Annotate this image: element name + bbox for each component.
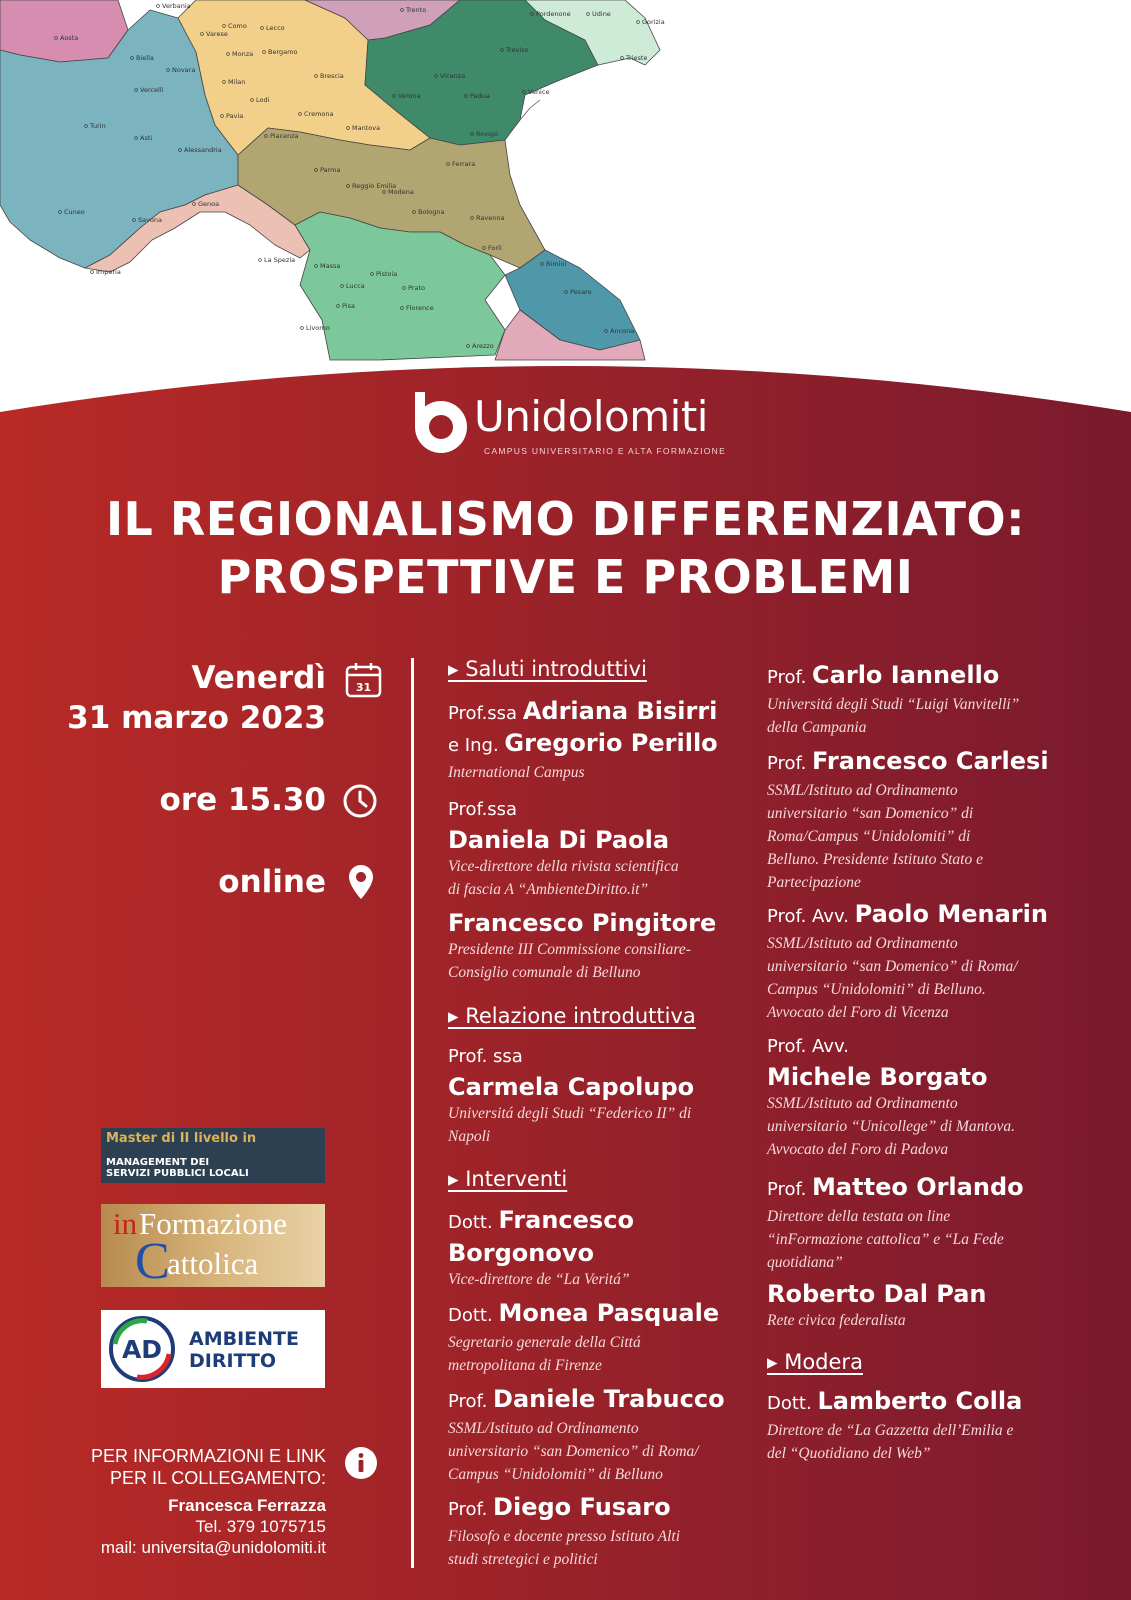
speaker-title: Prof. Avv. xyxy=(767,906,849,927)
section-modera: ▸ Modera xyxy=(767,1350,863,1374)
city-label: Gorizia xyxy=(642,18,665,26)
speaker-roberto-dal-pan xyxy=(767,1279,1067,1332)
city-label: Vercelli xyxy=(140,86,164,94)
speaker-name: Michele Borgato xyxy=(767,1063,988,1091)
city-label: Verbania xyxy=(162,2,191,10)
clock-icon xyxy=(342,783,378,819)
speaker-affiliation: Universitá degli Studi “Luigi Vanvitelli” della Campania xyxy=(767,696,1020,736)
city-label: Piacenza xyxy=(270,132,299,140)
speaker-name: Adriana Bisirri xyxy=(522,697,718,725)
speaker-francesco-pingitore xyxy=(448,908,748,984)
city-label: Genoa xyxy=(198,200,220,208)
speaker-name: Carlo Iannello xyxy=(812,661,1000,689)
speaker-name: Roberto Dal Pan xyxy=(767,1280,987,1308)
city-label: Ancona xyxy=(610,327,635,335)
speaker-name: Lamberto Colla xyxy=(817,1387,1023,1415)
speaker-francesco-carlesi xyxy=(767,746,1067,894)
city-label: Lucca xyxy=(346,282,365,290)
informazione-cattolica-logo xyxy=(101,1204,325,1287)
cattolica-word: attolica xyxy=(167,1246,259,1281)
speaker-name: Matteo Orlando xyxy=(812,1173,1024,1201)
city-label: Modena xyxy=(388,188,414,196)
speaker-name: Monea Pasquale xyxy=(498,1299,720,1327)
city-label: Pesaro xyxy=(570,288,592,296)
city-label: Imperia xyxy=(96,268,121,276)
city-label: Turin xyxy=(90,122,106,130)
speaker-affiliation: Filosofo e docente presso Istituto Alti studi stretegici e politici xyxy=(448,1528,681,1568)
logo-tagline: CAMPUS UNIVERSITARIO E ALTA FORMAZIONE xyxy=(484,446,727,456)
city-label: Savona xyxy=(138,216,163,224)
speaker-name: Francesco Pingitore xyxy=(448,909,717,937)
city-label: Novara xyxy=(172,66,196,74)
speaker-name: Daniele Trabucco xyxy=(493,1385,725,1413)
speaker-title: Prof. xyxy=(448,1391,488,1412)
speaker-title: Prof. xyxy=(767,753,807,774)
speaker-carmela-capolupo xyxy=(448,1042,748,1148)
event-date: 31 marzo 2023 xyxy=(67,700,326,736)
city-label: Varese xyxy=(206,30,228,38)
city-label: Parma xyxy=(320,166,341,174)
section-interventi: ▸ Interventi xyxy=(448,1167,568,1191)
speaker-surname: Borgonovo xyxy=(448,1239,594,1267)
ambiente-line-2: DIRITTO xyxy=(189,1350,277,1372)
section-relazione-introduttiva: ▸ Relazione introduttiva xyxy=(448,1004,696,1028)
city-label: Rovigo xyxy=(476,130,498,138)
unidolomiti-mark xyxy=(410,392,472,454)
speaker-title: Prof. xyxy=(767,1179,807,1200)
ambiente-line-1: AMBIENTE xyxy=(189,1328,299,1350)
speaker-name: Gregorio Perillo xyxy=(504,729,718,757)
calendar-icon xyxy=(345,661,383,699)
speaker-carlo-iannello xyxy=(767,660,1067,739)
city-label: Milan xyxy=(228,78,246,86)
title-line-1: IL REGIONALISMO DIFFERENZIATO: xyxy=(105,492,1026,546)
speaker-name: Diego Fusaro xyxy=(493,1493,671,1521)
speaker-title: Dott. xyxy=(448,1212,493,1233)
info-icon xyxy=(344,1446,378,1480)
speaker-title: Dott. xyxy=(767,1393,812,1414)
speaker-name: Carmela Capolupo xyxy=(448,1073,695,1101)
city-label: Vicenza xyxy=(440,72,466,80)
city-label: Reggio Emilia xyxy=(352,182,397,190)
speaker-title: Prof.ssa xyxy=(448,799,518,820)
speaker-name: Daniela Di Paola xyxy=(448,826,670,854)
city-label: Asti xyxy=(140,134,153,142)
contact-phone: Tel. 379 1075715 xyxy=(195,1517,326,1536)
contact-heading-2: PER IL COLLEGAMENTO: xyxy=(109,1468,326,1488)
speaker-name: Paolo Menarin xyxy=(854,900,1048,928)
speaker-affiliation: Vice-direttore della rivista scientifica di fascia A “AmbienteDiritto.it” xyxy=(448,858,679,898)
speaker-title: Prof. xyxy=(767,667,807,688)
speaker-francesco-borgonovo xyxy=(448,1205,748,1291)
speaker-affiliation: Presidente III Commissione consiliare- Consiglio comunale di Belluno xyxy=(448,941,691,981)
ambiente-diritto-emblem xyxy=(107,1314,177,1384)
event-title xyxy=(0,490,1131,606)
city-label: Brescia xyxy=(320,72,344,80)
city-label: Ravenna xyxy=(476,214,505,222)
speaker-affiliation: Universitá degli Studi “Federico II” di Napoli xyxy=(448,1105,692,1145)
city-label: Massa xyxy=(320,262,341,270)
master-sponsor-logo xyxy=(101,1128,325,1183)
speaker-name: Francesco xyxy=(498,1206,634,1234)
city-label: Pistoia xyxy=(376,270,398,278)
city-label: Cremona xyxy=(304,110,334,118)
city-label: Pavia xyxy=(226,112,244,120)
city-label: Prato xyxy=(408,284,425,292)
contact-heading-1: PER INFORMAZIONI E LINK xyxy=(90,1446,326,1466)
city-label: Alessandria xyxy=(184,146,222,154)
unidolomiti-logo xyxy=(410,392,730,462)
speaker-monea-pasquale xyxy=(448,1298,748,1377)
speaker-affiliation: Vice-direttore de “La Veritá” xyxy=(448,1271,630,1288)
location-pin-icon xyxy=(348,864,374,900)
contact-name: Francesca Ferrazza xyxy=(168,1496,326,1515)
city-label: La Spezia xyxy=(264,256,296,264)
city-label: Rimini xyxy=(546,260,567,268)
event-place: online xyxy=(218,864,326,900)
cattolica-big-c: C xyxy=(135,1233,170,1287)
city-label: Como xyxy=(228,22,247,30)
city-label: Treviso xyxy=(506,46,529,54)
city-label: Pisa xyxy=(342,302,355,310)
speaker-daniela-di-paola xyxy=(448,795,748,901)
speaker-matteo-orlando xyxy=(767,1172,1067,1274)
speaker-title: e Ing. xyxy=(448,735,499,756)
contact-email[interactable]: mail: universita@unidolomiti.it xyxy=(100,1538,326,1557)
informazione-word: Formazione xyxy=(139,1206,288,1241)
speaker-title: Prof. ssa xyxy=(448,1046,523,1067)
city-label: Pordenone xyxy=(536,10,571,18)
title-line-2: PROSPETTIVE E PROBLEMI xyxy=(217,550,914,604)
city-label: Ferrara xyxy=(452,160,476,168)
event-day: Venerdì xyxy=(191,660,326,696)
speaker-paolo-menarin xyxy=(767,899,1067,1024)
city-label: Forli xyxy=(488,244,502,252)
speaker-affiliation: SSML/Istituto ad Ordinamento universitario “san Domenico” di Roma/ Campus “Unidolomiti” di Belluno. Avvocato del Foro di Vicenza xyxy=(767,935,1018,1021)
city-label: Arezzo xyxy=(472,342,494,350)
speaker-affiliation: SSML/Istituto ad Ordinamento universitario “Unicollege” di Mantova. Avvocato del Foro di Padova xyxy=(767,1095,1015,1158)
section-saluti-introduttivi: ▸ Saluti introduttivi xyxy=(448,657,647,681)
event-time: ore 15.30 xyxy=(159,782,326,818)
logo-wordmark: Unidolomiti xyxy=(474,392,708,441)
city-label: Bergamo xyxy=(268,48,298,56)
city-label: Bologna xyxy=(418,208,445,216)
speaker-name: Francesco Carlesi xyxy=(812,747,1049,775)
city-label: Verona xyxy=(398,92,421,100)
city-label: Lecco xyxy=(266,24,285,32)
city-label: Udine xyxy=(592,10,611,18)
city-label: Mantova xyxy=(352,124,381,132)
city-label: Venice xyxy=(528,88,550,96)
city-label: Florence xyxy=(406,304,434,312)
ambiente-diritto-logo xyxy=(101,1310,325,1388)
speaker-michele-borgato xyxy=(767,1032,1067,1161)
informazione-in: in xyxy=(113,1206,138,1241)
speaker-affiliation: SSML/Istituto ad Ordinamento universitario “san Domenico” di Roma/Campus “Unidolomiti” di Belluno. Presidente Istituto Stato e Partecipazione xyxy=(767,782,983,891)
speaker-title: Prof.ssa xyxy=(448,703,518,724)
speaker-affiliation: Direttore della testata on line “inFormazione cattolica” e “La Fede quotidiana” xyxy=(767,1208,1004,1271)
master-line-3: SERVIZI PUBBLICI LOCALI xyxy=(106,1168,249,1179)
speaker-title: Prof. Avv. xyxy=(767,1036,849,1057)
speaker-lamberto-colla xyxy=(767,1386,1067,1465)
city-label: Livorno xyxy=(306,324,330,332)
speaker-diego-fusaro xyxy=(448,1492,748,1571)
city-label: Monza xyxy=(232,50,254,58)
ambiente-mark: AD xyxy=(121,1335,163,1364)
city-label: Trento xyxy=(406,6,427,14)
column-divider xyxy=(411,658,414,1568)
city-label: Aosta xyxy=(60,34,79,42)
speaker-daniele-trabucco xyxy=(448,1384,748,1486)
speaker-affiliation: Direttore de “La Gazzetta dell’Emilia e del “Quotidiano del Web” xyxy=(767,1422,1014,1462)
speaker-affiliation: SSML/Istituto ad Ordinamento universitario “san Domenico” di Roma/ Campus “Unidolomiti” di Belluno xyxy=(448,1420,699,1483)
speaker-title: Prof. xyxy=(448,1499,488,1520)
calendar-day-number: 31 xyxy=(355,681,372,694)
city-label: Biella xyxy=(136,54,154,62)
city-label: Trieste xyxy=(626,54,648,62)
city-label: Cuneo xyxy=(64,208,85,216)
speaker-adriana-bisirri xyxy=(448,696,748,729)
speaker-title: Dott. xyxy=(448,1305,493,1326)
speaker-gregorio-perillo xyxy=(448,728,748,784)
speaker-affiliation: International Campus xyxy=(448,764,585,781)
city-label: Padua xyxy=(470,92,490,100)
master-line-1: Master di II livello in xyxy=(106,1131,257,1146)
city-label: Lodi xyxy=(256,96,270,104)
speaker-affiliation: Rete civica federalista xyxy=(767,1312,906,1329)
speaker-affiliation: Segretario generale della Cittá metropolitana di Firenze xyxy=(448,1334,641,1374)
master-line-2: MANAGEMENT DEI xyxy=(106,1157,210,1168)
